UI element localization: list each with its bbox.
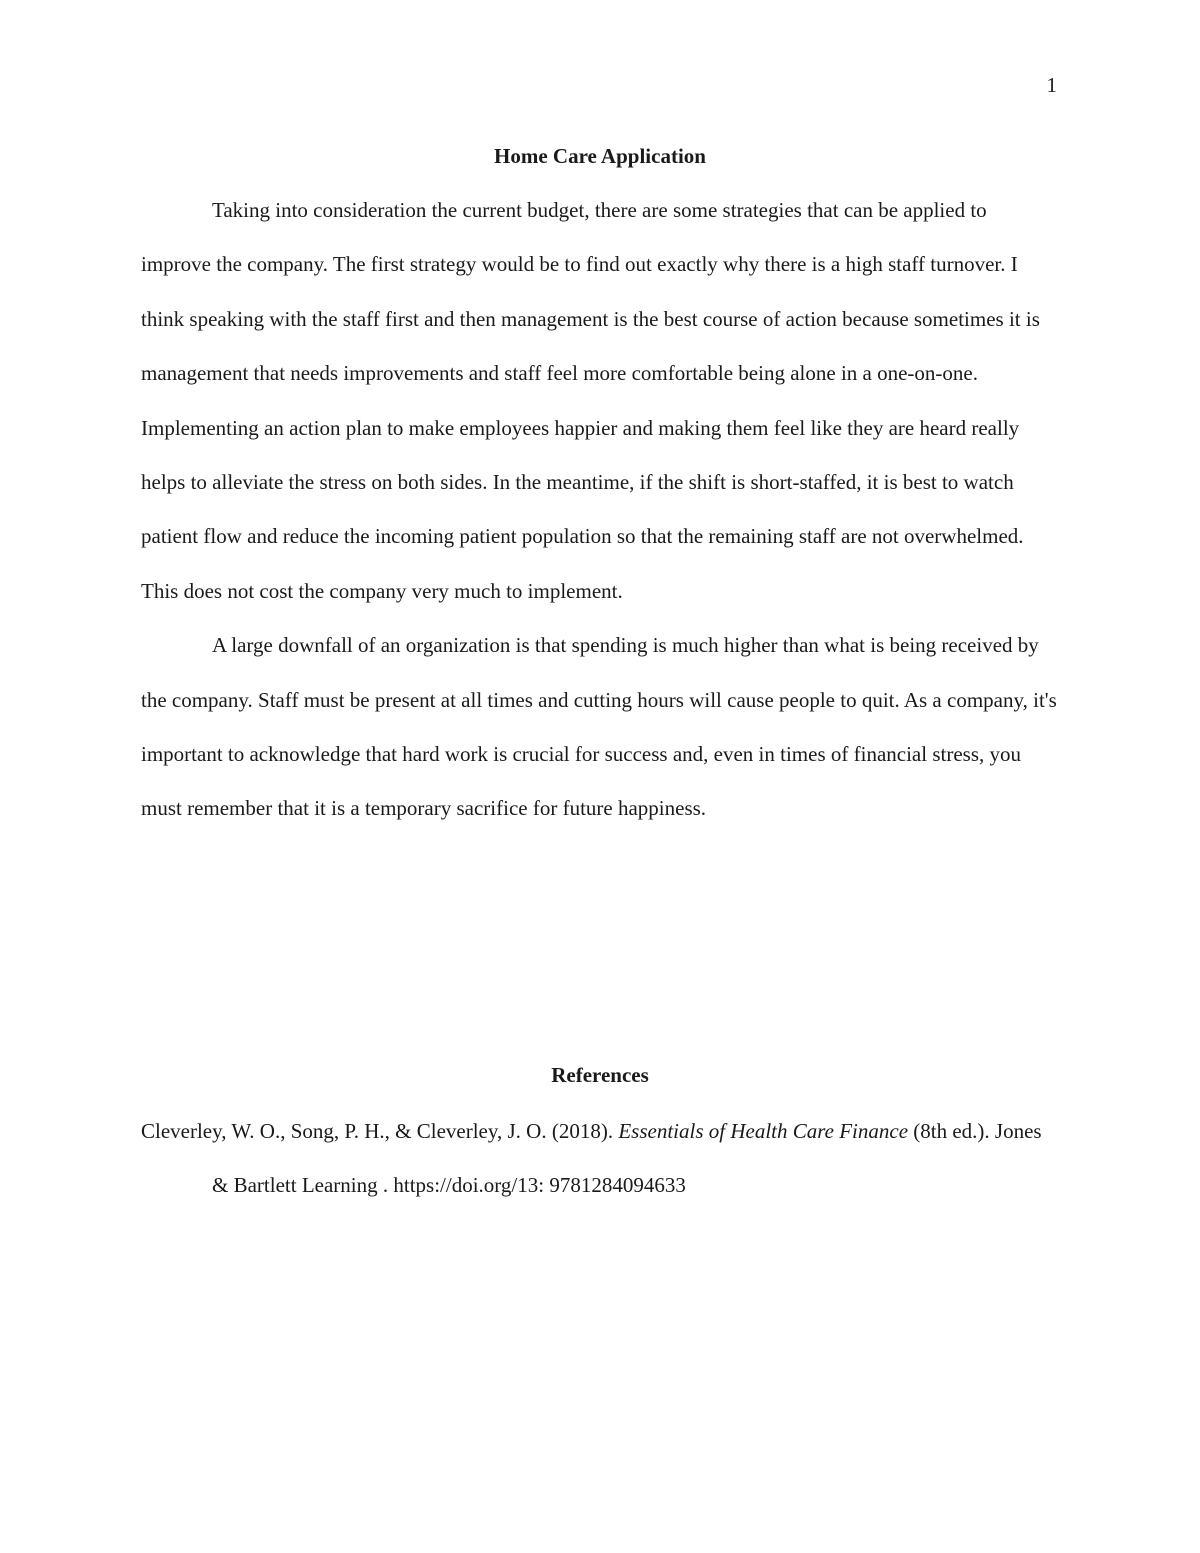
body-paragraph: A large downfall of an organization is that spending is much higher than what is being received by the company. Staff must be present at all times and cutting hours will cause people to quit. As a company, it's important to acknowledge that hard work is crucial for success and, even in times of financial stress, you must remember that it is a temporary sacrifice for future happiness. — [141, 633, 1057, 821]
reference-list — [141, 1104, 1061, 1213]
document-title: Home Care Application — [494, 144, 706, 168]
reference-title: Essentials of Health Care Finance — [618, 1119, 909, 1143]
page-number: 1 — [1046, 73, 1057, 97]
body-paragraph: Taking into consideration the current budget, there are some strategies that can be applied to improve the company. The first strategy would be to find out exactly why there is a high staff turnover. I think speaking with the staff first and then management is the best course of action because sometimes it is management that needs improvements and staff feel more comfortable being alone in a one-on-one. Implementing an action plan to make employees happier and making them feel like they are heard really helps to alleviate the stress on both sides. In the meantime, if the shift is short-staffed, it is best to watch patient flow and reduce the incoming patient population so that the remaining staff are not overwhelmed. This does not cost the company very much to implement. — [141, 198, 1040, 603]
references-heading: References — [551, 1063, 649, 1087]
reference-authors: Cleverley, W. O., Song, P. H., & Cleverley, J. O. (2018). — [141, 1119, 614, 1143]
reference-details: (8th ed.). Jones & Bartlett Learning . https://doi.org/13: 9781284094633 — [212, 1119, 1042, 1198]
document-body — [141, 183, 1061, 836]
reference-entry — [141, 1104, 1061, 1213]
